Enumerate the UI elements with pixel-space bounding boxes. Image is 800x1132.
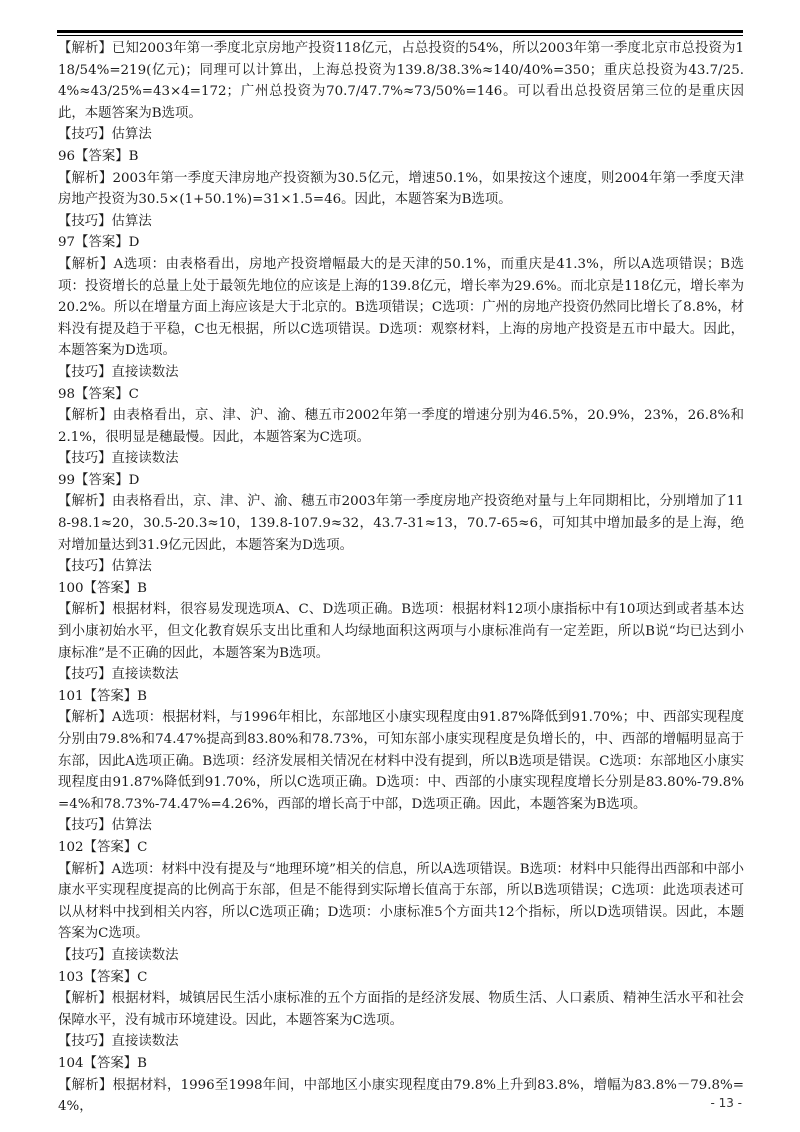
- analysis-paragraph: 【解析】根据材料，1996至1998年间，中部地区小康实现程度由79.8%上升到83.8%，增幅为83.8%－79.8%=4%，: [58, 1077, 744, 1115]
- header-rule-thick: [57, 30, 743, 33]
- answer-line: 104【答案】B: [58, 1055, 147, 1071]
- answer-line: 103【答案】C: [58, 969, 148, 985]
- answer-line: 98【答案】C: [58, 386, 139, 402]
- analysis-paragraph: 【解析】A选项：材料中没有提及与“地理环境”相关的信息，所以A选项错误。B选项：材料中只能得出西部和中部小康水平实现程度提高的比例高于东部，但是不能得到实际增长值高于东部，所以B选项错误；C选项：此选项表述可以从材料中找到相关内容，所以C选项正确；D选项：小康标准5个方面共12个指标，所以D选项错误。因此，本题答案为C选项。: [58, 861, 744, 942]
- answer-line: 96【答案】B: [58, 148, 139, 164]
- header-rule-thin: [57, 35, 743, 36]
- answer-line: 97【答案】D: [58, 235, 140, 251]
- analysis-paragraph: 【解析】A选项：由表格看出，房地产投资增幅最大的是天津的50.1%，而重庆是41.3%，所以A选项错误；B选项：投资增长的总量上处于最领先地位的应该是上海的139.8亿元，增长率为29.6%。而北京是118亿元，增长率为20.2%。所以在增量方面上海应该是大于北京的。B选项错误；C选项：广州的房地产投资仍然同比增长了8.8%，材料没有提及趋于平稳，C也无根据，所以C选项错误。D选项：观察材料，上海的房地产投资是五市中最大。因此，本题答案为D选项。: [58, 256, 744, 359]
- technique-line: 【技巧】直接读数法: [58, 451, 179, 467]
- answer-line: 100【答案】B: [58, 580, 147, 596]
- answer-line: 102【答案】C: [58, 839, 148, 855]
- technique-line: 【技巧】估算法: [58, 818, 152, 834]
- analysis-paragraph: 【解析】由表格看出，京、津、沪、渝、穗五市2002年第一季度的增速分别为46.5%，20.9%，23%，26.8%和2.1%，很明显是穗最慢。因此，本题答案为C选项。: [58, 408, 744, 445]
- analysis-paragraph: 【解析】已知2003年第一季度北京房地产投资118亿元，占总投资的54%，所以2003年第一季度北京市总投资为118/54%=219(亿元)；同理可以计算出，上海总投资为139.8/38.3%≈140/40%=350；重庆总投资为43.7/25.4%≈43/25%=43×4=172；广州总投资为70.7/47.7%≈73/50%=146。可以看出总投资居第三位的是重庆因此，本题答案为B选项。: [58, 41, 744, 121]
- analysis-paragraph: 【解析】由表格看出，京、津、沪、渝、穗五市2003年第一季度房地产投资绝对量与上年同期相比，分别增加了118-98.1≈20，30.5-20.3≈10，139.8-107.9≈32，43.7-31≈13，70.7-65≈6，可知其中增加最多的是上海，绝对增加量达到31.9亿元因此，本题答案为D选项。: [58, 494, 744, 553]
- technique-line: 【技巧】直接读数法: [58, 667, 179, 683]
- answer-line: 101【答案】B: [58, 688, 147, 704]
- technique-line: 【技巧】估算法: [58, 127, 152, 143]
- technique-line: 【技巧】估算法: [58, 559, 152, 575]
- technique-line: 【技巧】直接读数法: [58, 947, 179, 963]
- document-body: [58, 38, 744, 1118]
- analysis-paragraph: 【解析】2003年第一季度天津房地产投资额为30.5亿元，增速50.1%，如果按这个速度，则2004年第一季度天津房地产投资为30.5×(1+50.1%)=31×1.5=46。因此，本题答案为B选项。: [58, 170, 744, 208]
- analysis-paragraph: 【解析】根据材料，很容易发现选项A、C、D选项正确。B选项：根据材料12项小康指标中有10项达到或者基本达到小康初始水平，但文化教育娱乐支出比重和人均绿地面积这两项与小康标准尚有一定差距，所以B说“均已达到小康标准”是不正确的因此，本题答案为B选项。: [58, 602, 744, 661]
- analysis-paragraph: 【解析】A选项：根据材料，与1996年相比，东部地区小康实现程度由91.87%降低到91.70%；中、西部实现程度分别由79.8%和74.47%提高到83.80%和78.73%，可知东部小康实现程度是负增长的，中、西部的增幅明显高于东部，因此A选项正确。B选项：经济发展相关情况在材料中没有提到，所以B选项是错误。C选项：东部地区小康实现程度由91.87%降低到91.70%，所以C选项正确。D选项：中、西部的小康实现程度增长分别是83.80%-79.8%=4%和78.73%-74.47%=4.26%，西部的增长高于中部，D选项正确。因此，本题答案为B选项。: [58, 710, 744, 812]
- page-number: - 13 -: [710, 1096, 742, 1110]
- technique-line: 【技巧】直接读数法: [58, 364, 179, 380]
- analysis-paragraph: 【解析】根据材料，城镇居民生活小康标准的五个方面指的是经济发展、物质生活、人口素质、精神生活水平和社会保障水平，没有城市环境建设。因此，本题答案为C选项。: [58, 991, 744, 1028]
- technique-line: 【技巧】直接读数法: [58, 1034, 179, 1050]
- answer-line: 99【答案】D: [58, 472, 140, 488]
- technique-line: 【技巧】估算法: [58, 213, 152, 229]
